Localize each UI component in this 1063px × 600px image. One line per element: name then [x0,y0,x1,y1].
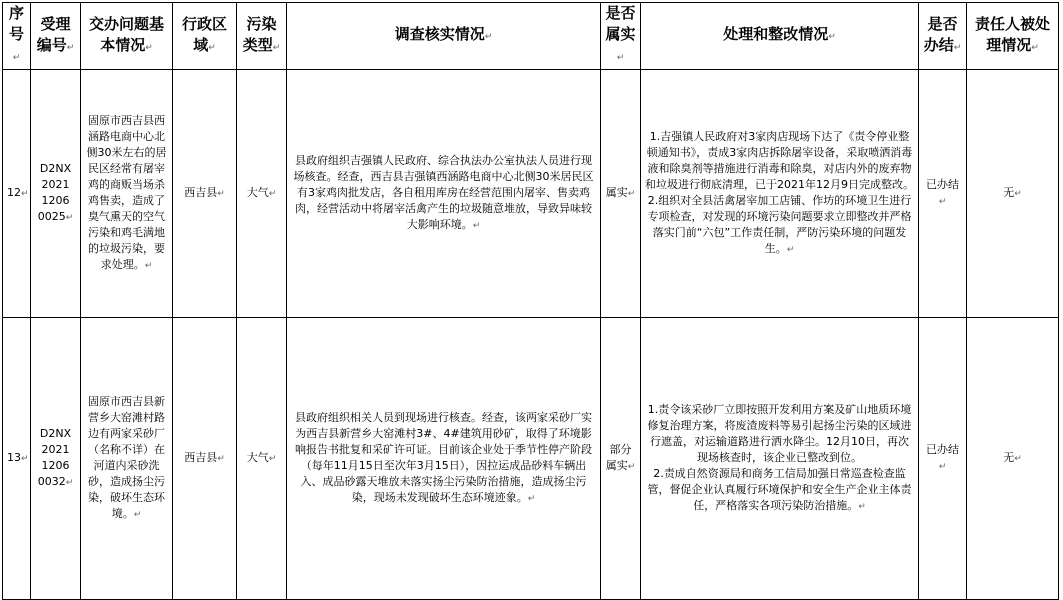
cell-seq: 13 ↵ [3,318,31,600]
header-receipt-no: 受理编号 ↵ [31,3,81,70]
cell-receipt-no: D2NX 2021 1206 0032 ↵ [31,318,81,600]
cell-accountability: 无 ↵ [967,318,1059,600]
header-row [3,3,1059,70]
cell-accountability: 无 ↵ [967,70,1059,318]
header-problem: 交办问题基本情况 ↵ [81,3,173,70]
header-region: 行政区域 ↵ [173,3,237,70]
cell-is-true: 属实 ↵ [601,70,641,318]
header-seq: 序号 ↵ [3,3,31,70]
header-accountability: 责任人被处理情况 ↵ [967,3,1059,70]
cell-problem: 固原市西吉县新营乡大窑滩村路边有两家采砂厂（名称不详）在河道内采砂洗砂，造成扬尘污染，破坏生态环境。 ↵ [81,318,173,600]
cell-region: 西吉县 ↵ [173,318,237,600]
table-row [3,70,1059,318]
cell-region: 西吉县 ↵ [173,70,237,318]
header-completed: 是否办结 ↵ [919,3,967,70]
header-handling: 处理和整改情况 ↵ [641,3,919,70]
cell-problem: 固原市西吉县西涵路电商中心北侧30米左右的居民区经常有屠宰鸡的商贩当场杀鸡售卖，造成了臭气熏天的空气污染和鸡毛满地的垃圾污染，要求处理。 ↵ [81,70,173,318]
cell-handling: 1.责令该采砂厂立即按照开发利用方案及矿山地质环境修复治理方案，将废渣废料等易引起扬尘污染的区域进行遮盖，对运输道路进行洒水降尘。12月10日，再次现场核查时，该企业已整改到位。 2.责成自然资源局和商务工信局加强日常巡查检查监管，督促企业认真履行环境保护和安全生产企业主体责任，严格落实各项污染防治措施。 ↵ [641,318,919,600]
cell-investigation: 县政府组织相关人员到现场进行核查。经查，该两家采砂厂实为西吉县新营乡大窑滩村3#、4#建筑用砂矿，取得了环境影响报告书批复和采矿许可证。目前该企业处于季节性停产阶段（每年11月15日至次年3月15日），因拉运成品砂料车辆出入、成品砂露天堆放未落实扬尘污染防治措施，造成扬尘污染，现场未发现破坏生态环境迹象。 ↵ [287,318,601,600]
table-row [3,318,1059,600]
cell-investigation: 县政府组织吉强镇人民政府、综合执法办公室执法人员进行现场核查。经查，西吉县吉强镇西涵路电商中心北侧30米居民区有3家鸡肉批发店，各自租用库房在经营范围内屠宰、售卖鸡肉，经营活动中将屠宰活禽产生的垃圾随意堆放，导致异味较大影响环境。 ↵ [287,70,601,318]
cell-pollution-type: 大气 ↵ [237,318,287,600]
cell-completed: 已办结 ↵ [919,70,967,318]
cell-handling: 1.吉强镇人民政府对3家肉店现场下达了《责令停业整顿通知书》，责成3家肉店拆除屠宰设备，采取喷洒消毒液和除臭剂等措施进行消毒和除臭，对店内外的废弃物和垃圾进行彻底清理，已于2021年12月9日完成整改。 2.组织对全县活禽屠宰加工店铺、作坊的环境卫生进行专项检查，对发现的环境污染问题要求立即整改并严格落实门前“六包”工作责任制，严防污染环境的问题发生。 ↵ [641,70,919,318]
header-pollution-type: 污染类型 ↵ [237,3,287,70]
header-is-true: 是否属实 ↵ [601,3,641,70]
cell-is-true: 部分属实 ↵ [601,318,641,600]
cell-receipt-no: D2NX 2021 1206 0025 ↵ [31,70,81,318]
case-table [2,2,1059,600]
cell-pollution-type: 大气 ↵ [237,70,287,318]
cell-completed: 已办结 ↵ [919,318,967,600]
header-investigation: 调查核实情况 ↵ [287,3,601,70]
cell-seq: 12 ↵ [3,70,31,318]
